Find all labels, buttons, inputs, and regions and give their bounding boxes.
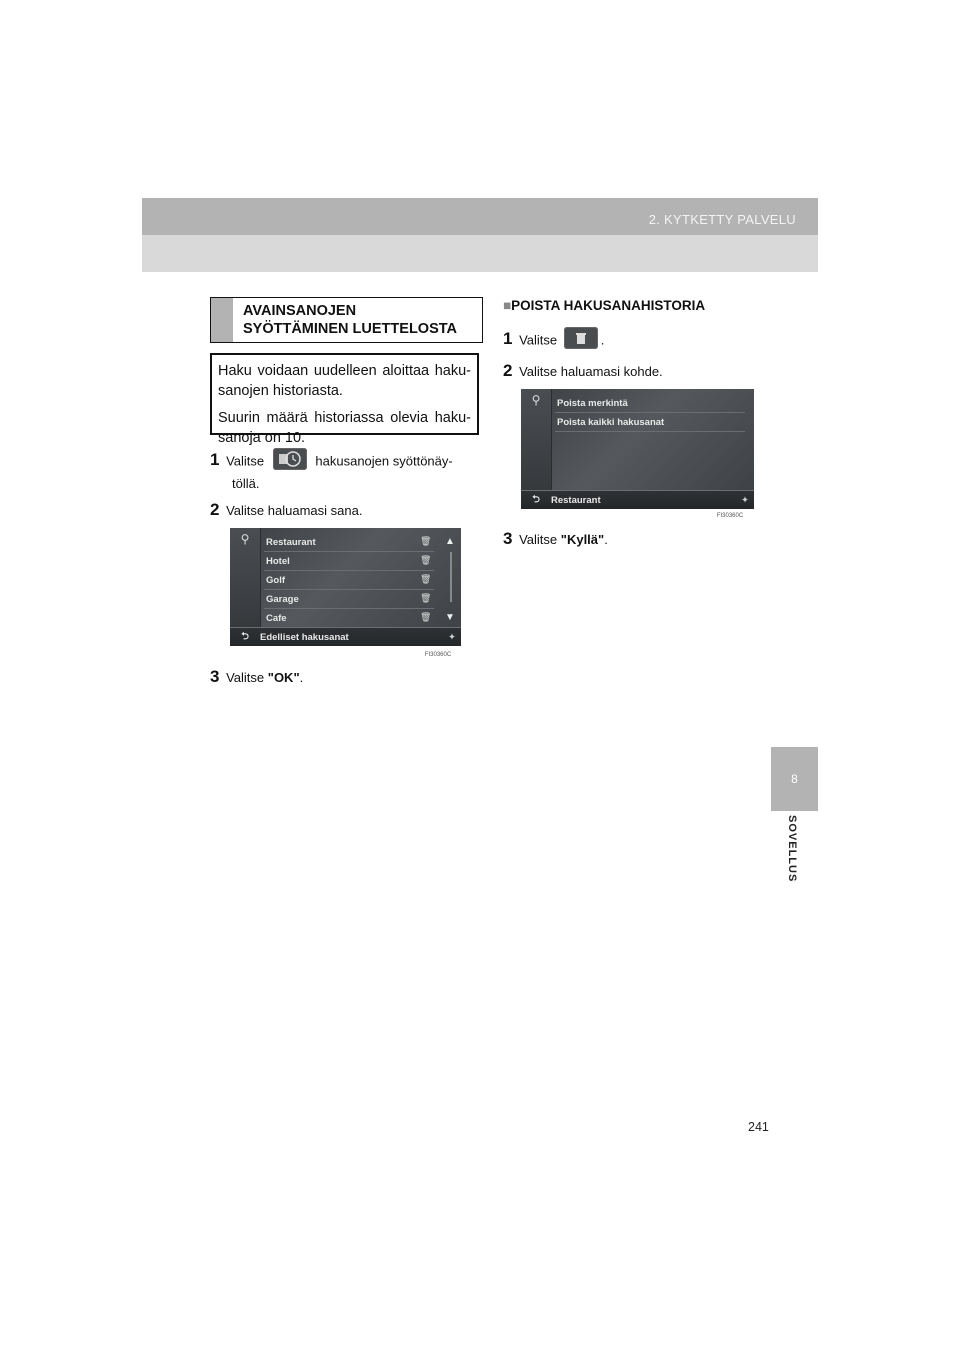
subsection-heading [503, 298, 705, 313]
scroll-up-icon[interactable]: ▲ [445, 536, 455, 547]
chapter-tab [771, 747, 818, 811]
trash-icon[interactable]: 🗑 [420, 555, 432, 565]
step-text-post: . [604, 532, 608, 547]
trash-icon[interactable]: 🗑 [420, 574, 432, 584]
figure-code: FI30360C [707, 511, 753, 521]
step-number: 3 [503, 529, 513, 548]
screen-bottom-bar [521, 490, 754, 509]
step-text: Valitse haluamasi kohde. [519, 364, 663, 379]
section-heading [243, 302, 457, 338]
right-step-2 [503, 362, 663, 381]
list-item[interactable]: Restaurant [264, 534, 434, 552]
scroll-down-icon[interactable]: ▼ [445, 612, 455, 623]
list-item[interactable]: Golf [264, 572, 434, 590]
step-text-pre: Valitse [519, 332, 558, 348]
step-text-post: . [600, 332, 605, 348]
header-subbar [142, 235, 818, 272]
chapter-label: SOVELLUS [786, 815, 798, 883]
heading-accent-bar [211, 298, 233, 342]
left-step-1-cont: töllä. [232, 476, 260, 491]
left-step-1 [210, 451, 482, 473]
left-step-3 [210, 668, 303, 687]
right-step-1 [503, 330, 604, 352]
chapter-number: 8 [791, 772, 798, 786]
header-bar [142, 198, 818, 235]
step-number: 1 [210, 450, 220, 470]
left-step-2 [210, 501, 362, 520]
scrollbar[interactable] [450, 552, 452, 602]
history-list-screen [230, 528, 461, 646]
section-heading-box [210, 297, 483, 343]
screen-left-column [521, 389, 552, 491]
step-text-pre: Valitse [226, 453, 265, 469]
screen-title: Edelliset hakusanat [260, 631, 349, 643]
subsection-heading-text: POISTA HAKUSANAHISTORIA [511, 298, 706, 313]
history-button-icon [273, 448, 307, 470]
settings-icon[interactable]: ✦ [448, 631, 456, 643]
search-icon: ⚲ [531, 393, 541, 407]
info-text-2: Suurin määrä historiassa olevia haku-sanoja on 10. [218, 410, 471, 446]
step-number: 1 [503, 329, 513, 349]
step-number: 3 [210, 667, 220, 686]
screen-bottom-bar [230, 627, 461, 646]
step-text: Valitse haluamasi sana. [226, 503, 363, 518]
info-box [210, 353, 479, 446]
step-text-post: hakusanojen syöttönäy- [315, 453, 453, 469]
list-item[interactable]: Poista merkintä [555, 395, 745, 413]
step-text-bold: "OK" [267, 670, 300, 685]
page-number: 241 [748, 1120, 769, 1134]
screen-title: Restaurant [551, 494, 601, 506]
list-item[interactable]: Garage [264, 591, 434, 609]
trash-button-icon [564, 327, 598, 349]
list-item[interactable]: Poista kaikki hakusanat [555, 414, 745, 432]
step-text-post: . [299, 670, 304, 685]
settings-icon[interactable]: ✦ [741, 494, 749, 506]
list-item[interactable]: Cafe [264, 610, 434, 628]
step-text-pre: Valitse [519, 532, 558, 547]
figure-code: FI30360C [415, 650, 461, 660]
right-step-3 [503, 530, 608, 549]
heading-marker: ■ [503, 298, 512, 313]
section-heading-line-1: AVAINSANOJEN [243, 303, 357, 319]
step-text-pre: Valitse [226, 670, 265, 685]
step-number: 2 [210, 500, 220, 519]
back-icon[interactable]: ⮌ [241, 631, 249, 642]
trash-icon[interactable]: 🗑 [420, 593, 432, 603]
chapter-label-container [786, 815, 804, 895]
step-text-bold: "Kyllä" [560, 532, 605, 547]
screen-left-column [230, 528, 261, 628]
list-item[interactable]: Hotel [264, 553, 434, 571]
step-number: 2 [503, 361, 513, 380]
section-title: 2. KYTKETTY PALVELU [648, 212, 796, 227]
delete-history-screen [521, 389, 754, 509]
trash-icon[interactable]: 🗑 [420, 536, 432, 546]
back-icon[interactable]: ⮌ [532, 494, 540, 505]
search-icon: ⚲ [240, 532, 250, 546]
section-heading-line-2: SYÖTTÄMINEN LUETTELOSTA [243, 321, 458, 337]
info-text-1: Haku voidaan uudelleen aloittaa haku-sanojen historiasta. [218, 363, 471, 399]
trash-icon[interactable]: 🗑 [420, 612, 432, 622]
